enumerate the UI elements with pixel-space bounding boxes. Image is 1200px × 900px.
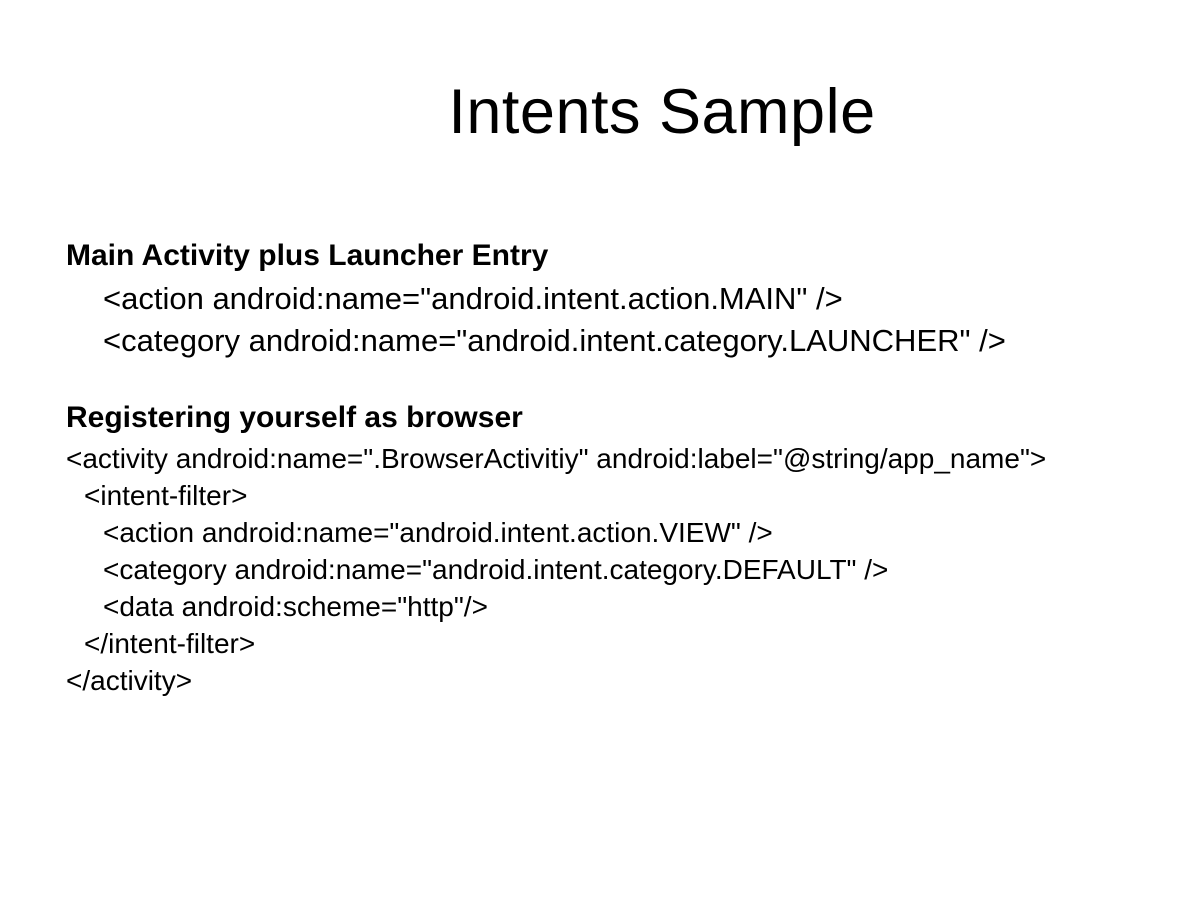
section-heading-register-browser: Registering yourself as browser — [66, 401, 523, 434]
code-line-intent-filter-open: <intent-filter> — [84, 480, 248, 511]
slide-body — [66, 234, 1180, 699]
section-main-activity — [66, 234, 1180, 362]
code-line-activity-close: </activity> — [66, 665, 193, 696]
code-line-activity-open: <activity android:name=".BrowserActivitiy" android:label="@string/app_name"> — [66, 443, 1047, 474]
code-line-action-main: <action android:name="android.intent.action.MAIN" /> — [103, 281, 843, 316]
code-line-action-view: <action android:name="android.intent.action.VIEW" /> — [103, 517, 773, 548]
code-line-category-launcher: <category android:name="android.intent.category.LAUNCHER" /> — [103, 323, 1006, 358]
code-line-data-scheme-http: <data android:scheme="http"/> — [103, 591, 488, 622]
code-line-category-default: <category android:name="android.intent.category.DEFAULT" /> — [103, 554, 889, 585]
section-register-browser — [66, 396, 1180, 699]
code-line-intent-filter-close: </intent-filter> — [84, 628, 256, 659]
section-heading-main-activity: Main Activity plus Launcher Entry — [66, 239, 549, 272]
slide-title: Intents Sample — [448, 77, 876, 147]
